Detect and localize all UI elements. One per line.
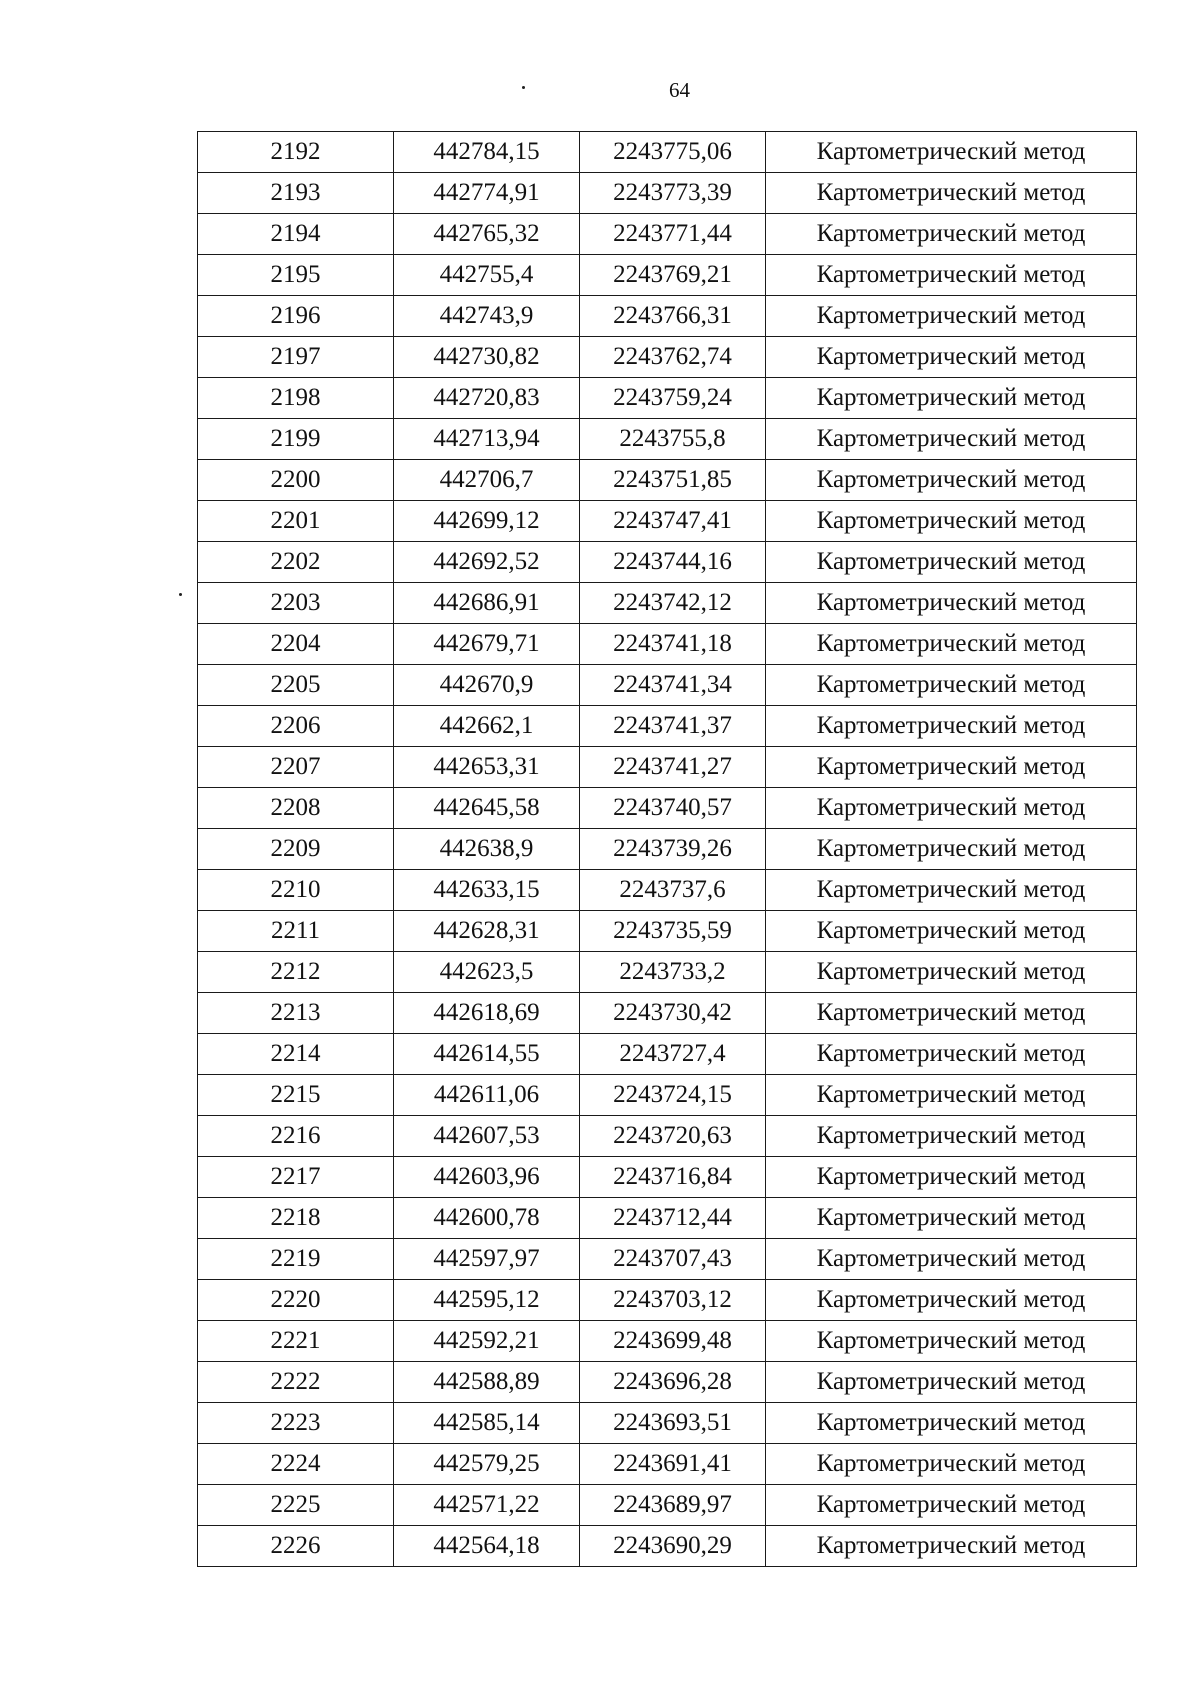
- x-coordinate-cell: 442686,91: [394, 583, 580, 624]
- method-cell: Картометрический метод: [766, 337, 1137, 378]
- x-coordinate-cell: 442653,31: [394, 747, 580, 788]
- point-number-cell: 2212: [198, 952, 394, 993]
- y-coordinate-cell: 2243699,48: [580, 1321, 766, 1362]
- point-number-cell: 2209: [198, 829, 394, 870]
- table-row: [198, 1362, 1137, 1403]
- table-row: [198, 706, 1137, 747]
- table-row: [198, 378, 1137, 419]
- table-row: [198, 870, 1137, 911]
- x-coordinate-cell: 442614,55: [394, 1034, 580, 1075]
- method-cell: Картометрический метод: [766, 706, 1137, 747]
- x-coordinate-cell: 442692,52: [394, 542, 580, 583]
- y-coordinate-cell: 2243762,74: [580, 337, 766, 378]
- table-row: [198, 132, 1137, 173]
- x-coordinate-cell: 442564,18: [394, 1526, 580, 1567]
- table-row: [198, 665, 1137, 706]
- table-row: [198, 337, 1137, 378]
- point-number-cell: 2197: [198, 337, 394, 378]
- table-row: [198, 460, 1137, 501]
- x-coordinate-cell: 442638,9: [394, 829, 580, 870]
- point-number-cell: 2222: [198, 1362, 394, 1403]
- x-coordinate-cell: 442765,32: [394, 214, 580, 255]
- method-cell: Картометрический метод: [766, 460, 1137, 501]
- method-cell: Картометрический метод: [766, 1526, 1137, 1567]
- x-coordinate-cell: 442679,71: [394, 624, 580, 665]
- method-cell: Картометрический метод: [766, 1116, 1137, 1157]
- x-coordinate-cell: 442784,15: [394, 132, 580, 173]
- method-cell: Картометрический метод: [766, 296, 1137, 337]
- table-row: [198, 214, 1137, 255]
- x-coordinate-cell: 442623,5: [394, 952, 580, 993]
- y-coordinate-cell: 2243696,28: [580, 1362, 766, 1403]
- y-coordinate-cell: 2243735,59: [580, 911, 766, 952]
- x-coordinate-cell: 442600,78: [394, 1198, 580, 1239]
- y-coordinate-cell: 2243766,31: [580, 296, 766, 337]
- method-cell: Картометрический метод: [766, 501, 1137, 542]
- page-number: 64: [669, 78, 690, 102]
- point-number-cell: 2205: [198, 665, 394, 706]
- y-coordinate-cell: 2243751,85: [580, 460, 766, 501]
- point-number-cell: 2217: [198, 1157, 394, 1198]
- y-coordinate-cell: 2243747,41: [580, 501, 766, 542]
- point-number-cell: 2225: [198, 1485, 394, 1526]
- table-row: [198, 255, 1137, 296]
- method-cell: Картометрический метод: [766, 829, 1137, 870]
- y-coordinate-cell: 2243716,84: [580, 1157, 766, 1198]
- method-cell: Картометрический метод: [766, 378, 1137, 419]
- table-row: [198, 542, 1137, 583]
- table-row: [198, 173, 1137, 214]
- x-coordinate-cell: 442743,9: [394, 296, 580, 337]
- point-number-cell: 2211: [198, 911, 394, 952]
- x-coordinate-cell: 442595,12: [394, 1280, 580, 1321]
- method-cell: Картометрический метод: [766, 1485, 1137, 1526]
- point-number-cell: 2194: [198, 214, 394, 255]
- x-coordinate-cell: 442585,14: [394, 1403, 580, 1444]
- x-coordinate-cell: 442645,58: [394, 788, 580, 829]
- y-coordinate-cell: 2243775,06: [580, 132, 766, 173]
- method-cell: Картометрический метод: [766, 583, 1137, 624]
- point-number-cell: 2215: [198, 1075, 394, 1116]
- y-coordinate-cell: 2243755,8: [580, 419, 766, 460]
- method-cell: Картометрический метод: [766, 255, 1137, 296]
- y-coordinate-cell: 2243744,16: [580, 542, 766, 583]
- y-coordinate-cell: 2243742,12: [580, 583, 766, 624]
- y-coordinate-cell: 2243741,37: [580, 706, 766, 747]
- method-cell: Картометрический метод: [766, 419, 1137, 460]
- x-coordinate-cell: 442607,53: [394, 1116, 580, 1157]
- table-row: [198, 993, 1137, 1034]
- point-number-cell: 2206: [198, 706, 394, 747]
- y-coordinate-cell: 2243703,12: [580, 1280, 766, 1321]
- table-row: [198, 911, 1137, 952]
- x-coordinate-cell: 442611,06: [394, 1075, 580, 1116]
- method-cell: Картометрический метод: [766, 870, 1137, 911]
- y-coordinate-cell: 2243771,44: [580, 214, 766, 255]
- point-number-cell: 2223: [198, 1403, 394, 1444]
- method-cell: Картометрический метод: [766, 132, 1137, 173]
- method-cell: Картометрический метод: [766, 624, 1137, 665]
- y-coordinate-cell: 2243741,27: [580, 747, 766, 788]
- y-coordinate-cell: 2243707,43: [580, 1239, 766, 1280]
- table-row: [198, 501, 1137, 542]
- y-coordinate-cell: 2243737,6: [580, 870, 766, 911]
- x-coordinate-cell: 442592,21: [394, 1321, 580, 1362]
- table-row: [198, 788, 1137, 829]
- x-coordinate-cell: 442670,9: [394, 665, 580, 706]
- y-coordinate-cell: 2243690,29: [580, 1526, 766, 1567]
- method-cell: Картометрический метод: [766, 911, 1137, 952]
- y-coordinate-cell: 2243773,39: [580, 173, 766, 214]
- table-row: [198, 1116, 1137, 1157]
- x-coordinate-cell: 442579,25: [394, 1444, 580, 1485]
- y-coordinate-cell: 2243730,42: [580, 993, 766, 1034]
- point-number-cell: 2216: [198, 1116, 394, 1157]
- table-row: [198, 1403, 1137, 1444]
- method-cell: Картометрический метод: [766, 173, 1137, 214]
- y-coordinate-cell: 2243727,4: [580, 1034, 766, 1075]
- table-row: [198, 1485, 1137, 1526]
- point-number-cell: 2199: [198, 419, 394, 460]
- x-coordinate-cell: 442713,94: [394, 419, 580, 460]
- point-number-cell: 2220: [198, 1280, 394, 1321]
- point-number-cell: 2213: [198, 993, 394, 1034]
- point-number-cell: 2218: [198, 1198, 394, 1239]
- point-number-cell: 2195: [198, 255, 394, 296]
- point-number-cell: 2198: [198, 378, 394, 419]
- table-row: [198, 1034, 1137, 1075]
- table-row: [198, 1198, 1137, 1239]
- table-row: [198, 747, 1137, 788]
- x-coordinate-cell: 442774,91: [394, 173, 580, 214]
- y-coordinate-cell: 2243759,24: [580, 378, 766, 419]
- table-row: [198, 1444, 1137, 1485]
- method-cell: Картометрический метод: [766, 1075, 1137, 1116]
- table-row: [198, 829, 1137, 870]
- coordinates-table-body: [198, 132, 1137, 1567]
- table-row: [198, 1157, 1137, 1198]
- x-coordinate-cell: 442706,7: [394, 460, 580, 501]
- method-cell: Картометрический метод: [766, 1403, 1137, 1444]
- method-cell: Картометрический метод: [766, 1444, 1137, 1485]
- point-number-cell: 2193: [198, 173, 394, 214]
- method-cell: Картометрический метод: [766, 1034, 1137, 1075]
- scan-speck-left: [179, 593, 182, 596]
- x-coordinate-cell: 442730,82: [394, 337, 580, 378]
- x-coordinate-cell: 442597,97: [394, 1239, 580, 1280]
- y-coordinate-cell: 2243720,63: [580, 1116, 766, 1157]
- y-coordinate-cell: 2243740,57: [580, 788, 766, 829]
- table-row: [198, 1526, 1137, 1567]
- point-number-cell: 2201: [198, 501, 394, 542]
- y-coordinate-cell: 2243741,34: [580, 665, 766, 706]
- point-number-cell: 2200: [198, 460, 394, 501]
- point-number-cell: 2219: [198, 1239, 394, 1280]
- method-cell: Картометрический метод: [766, 1280, 1137, 1321]
- method-cell: Картометрический метод: [766, 993, 1137, 1034]
- x-coordinate-cell: 442588,89: [394, 1362, 580, 1403]
- x-coordinate-cell: 442755,4: [394, 255, 580, 296]
- method-cell: Картометрический метод: [766, 1362, 1137, 1403]
- method-cell: Картометрический метод: [766, 1157, 1137, 1198]
- table-row: [198, 419, 1137, 460]
- x-coordinate-cell: 442633,15: [394, 870, 580, 911]
- table-row: [198, 1075, 1137, 1116]
- point-number-cell: 2208: [198, 788, 394, 829]
- method-cell: Картометрический метод: [766, 1321, 1137, 1362]
- table-row: [198, 583, 1137, 624]
- x-coordinate-cell: 442720,83: [394, 378, 580, 419]
- table-row: [198, 1321, 1137, 1362]
- table-row: [198, 1239, 1137, 1280]
- point-number-cell: 2210: [198, 870, 394, 911]
- table-row: [198, 952, 1137, 993]
- x-coordinate-cell: 442618,69: [394, 993, 580, 1034]
- y-coordinate-cell: 2243724,15: [580, 1075, 766, 1116]
- y-coordinate-cell: 2243741,18: [580, 624, 766, 665]
- method-cell: Картометрический метод: [766, 1239, 1137, 1280]
- y-coordinate-cell: 2243689,97: [580, 1485, 766, 1526]
- point-number-cell: 2214: [198, 1034, 394, 1075]
- method-cell: Картометрический метод: [766, 1198, 1137, 1239]
- method-cell: Картометрический метод: [766, 665, 1137, 706]
- y-coordinate-cell: 2243733,2: [580, 952, 766, 993]
- point-number-cell: 2202: [198, 542, 394, 583]
- x-coordinate-cell: 442628,31: [394, 911, 580, 952]
- table-row: [198, 624, 1137, 665]
- point-number-cell: 2224: [198, 1444, 394, 1485]
- method-cell: Картометрический метод: [766, 952, 1137, 993]
- y-coordinate-cell: 2243712,44: [580, 1198, 766, 1239]
- x-coordinate-cell: 442699,12: [394, 501, 580, 542]
- point-number-cell: 2204: [198, 624, 394, 665]
- y-coordinate-cell: 2243693,51: [580, 1403, 766, 1444]
- point-number-cell: 2192: [198, 132, 394, 173]
- y-coordinate-cell: 2243691,41: [580, 1444, 766, 1485]
- x-coordinate-cell: 442662,1: [394, 706, 580, 747]
- coordinates-table: [197, 131, 1137, 1567]
- point-number-cell: 2203: [198, 583, 394, 624]
- x-coordinate-cell: 442571,22: [394, 1485, 580, 1526]
- point-number-cell: 2221: [198, 1321, 394, 1362]
- y-coordinate-cell: 2243739,26: [580, 829, 766, 870]
- method-cell: Картометрический метод: [766, 788, 1137, 829]
- x-coordinate-cell: 442603,96: [394, 1157, 580, 1198]
- table-row: [198, 296, 1137, 337]
- method-cell: Картометрический метод: [766, 214, 1137, 255]
- y-coordinate-cell: 2243769,21: [580, 255, 766, 296]
- point-number-cell: 2226: [198, 1526, 394, 1567]
- method-cell: Картометрический метод: [766, 747, 1137, 788]
- table-row: [198, 1280, 1137, 1321]
- point-number-cell: 2196: [198, 296, 394, 337]
- scan-speck-top: [522, 86, 525, 89]
- method-cell: Картометрический метод: [766, 542, 1137, 583]
- point-number-cell: 2207: [198, 747, 394, 788]
